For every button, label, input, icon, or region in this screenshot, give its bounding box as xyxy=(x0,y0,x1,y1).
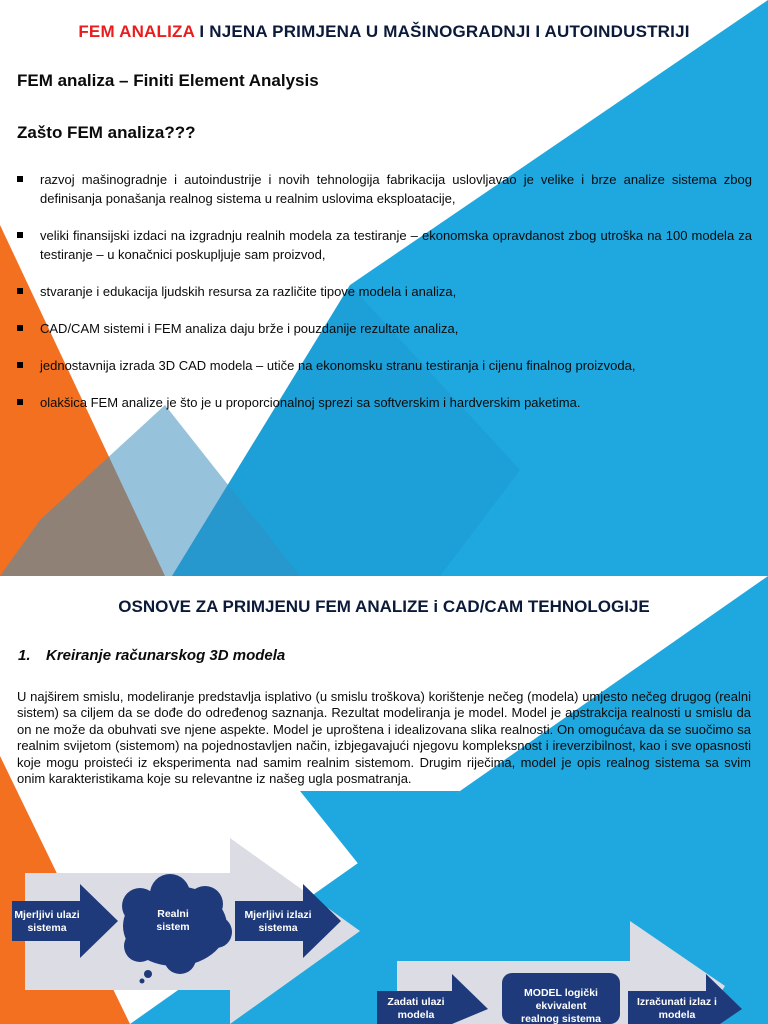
slide-2-title: OSNOVE ZA PRIMJENU FEM ANALIZE i CAD/CAM TEHNOLOGIJE xyxy=(118,597,650,616)
bullet-text: veliki finansijski izdaci na izgradnju realnih modela za testiranje – ekonomska opravdanost zbog utroška na 100 modela za testiranje – u konačnici poskupljuje sam proizvod, xyxy=(40,228,752,262)
bullet-text: razvoj mašinogradnje i autoindustrije i novih tehnologija fabrikacija uslovljavao je velike i brze analize sistema zbog definisanja ponašanja realnog sistema u realnim uslovima eksploatacije, xyxy=(40,172,752,206)
bullet-list xyxy=(14,170,752,412)
title-rest: I NJENA PRIMJENA U MAŠINOGRADNJI I AUTOINDUSTRIJI xyxy=(194,22,690,41)
title-highlight: FEM ANALIZA xyxy=(78,22,195,41)
label-line: sistem xyxy=(156,921,190,933)
diagram-1-center-label xyxy=(138,908,208,934)
slide-2-background xyxy=(0,576,768,1024)
bullet-square-icon xyxy=(17,362,23,368)
bullet-square-icon xyxy=(17,325,23,331)
bullet-item xyxy=(14,170,752,208)
label-line: sistema xyxy=(258,922,298,934)
bullet-square-icon xyxy=(17,176,23,182)
bullet-text: CAD/CAM sistemi i FEM analiza daju brže i pouzdanije rezultate analiza, xyxy=(40,321,459,336)
heading-why-fem: Zašto FEM analiza??? xyxy=(17,123,196,142)
bullet-text: stvaranje i edukacija ljudskih resursa za različite tipove modela i analiza, xyxy=(40,284,457,299)
bullet-item xyxy=(14,226,752,264)
label-line: Izračunati izlaz i xyxy=(637,996,717,1008)
label-line: Realni xyxy=(157,908,189,920)
bullet-square-icon xyxy=(17,399,23,405)
bullet-item xyxy=(14,356,752,375)
diagram-1-input-label xyxy=(12,909,82,935)
bullet-text: jednostavnija izrada 3D CAD modela – utiče na ekonomsku stranu testiranja i cijenu finalnog proizvoda, xyxy=(40,358,636,373)
label-line: modela xyxy=(397,1009,435,1021)
bullet-item xyxy=(14,282,752,301)
slide-2 xyxy=(0,576,768,1024)
bullet-text: olakšica FEM analize je što je u proporcionalnoj sprezi sa softverskim i hardverskim paketima. xyxy=(40,395,581,410)
label-line: MODEL logički xyxy=(524,987,598,999)
subheading xyxy=(18,647,285,664)
bullet-item xyxy=(14,393,752,412)
bullet-square-icon xyxy=(17,288,23,294)
slide-1-title xyxy=(0,22,768,42)
diagram-2-model-label xyxy=(504,987,618,1024)
subheading-number: 1. xyxy=(18,647,31,664)
label-line: modela xyxy=(658,1009,696,1021)
bullet-item xyxy=(14,319,752,338)
diagram-2-input-label xyxy=(380,996,452,1022)
label-line: realnog sistema xyxy=(521,1013,601,1024)
bullet-square-icon xyxy=(17,232,23,238)
body-paragraph: U najširem smislu, modeliranje predstavlja isplativo (u smislu troškova) korištenje nečeg (modela) umjesto nečeg drugog (realni sistem) sa ciljem da se dođe do određenog saznanja. Rezultat modeliranja je model. Model je apstrakcija realnosti u smislu da on ne može da obuhvati sve njene aspekte. Model je uproštena i idealizovana slika realnosti. On omogućava da se suočimo sa realnim svijetom (sistemom) na pojednostavljen način, izbjegavajući njegovu kompleksnost i ireverzibilnost, kao i sve opasnosti koje mogu proisteći iz eksperimenta nad samim realnim sistemom. Drugim riječima, model je opis realnog sistema sa svim onim karakteristikama koje su relevantne iz našeg ugla posmatranja. xyxy=(17,689,751,787)
label-line: ekvivalent xyxy=(535,1000,587,1012)
label-line: sistema xyxy=(27,922,67,934)
diagram-1-output-label xyxy=(236,909,320,935)
diagram-2-output-label xyxy=(630,996,724,1022)
label-line: Zadati ulazi xyxy=(387,996,445,1008)
subheading-text: Kreiranje računarskog 3D modela xyxy=(46,647,286,664)
label-line: Mjerljivi ulazi xyxy=(14,909,80,921)
label-line: Mjerljivi izlazi xyxy=(244,909,312,921)
heading-fem-analysis: FEM analiza – Finiti Element Analysis xyxy=(17,71,319,90)
